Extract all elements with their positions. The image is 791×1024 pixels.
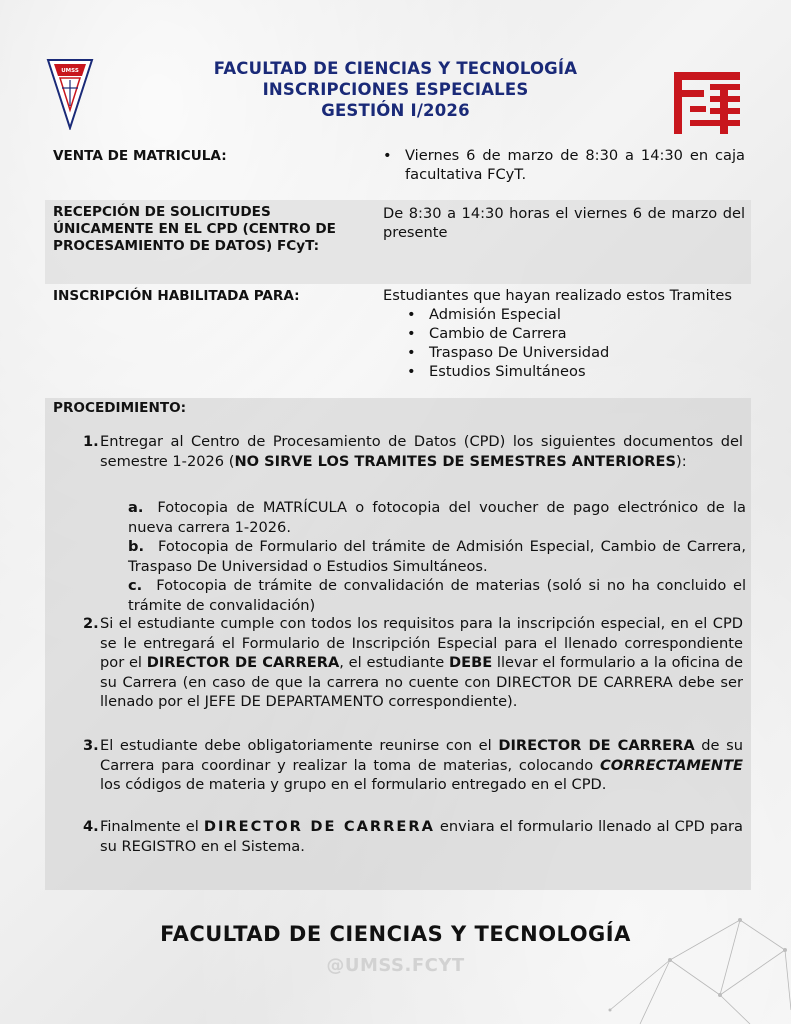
procedimiento-title: PROCEDIMIENTO: (53, 400, 187, 416)
venta-value (383, 146, 745, 184)
tramites-list (383, 305, 745, 381)
habilitada-value (383, 286, 745, 381)
step-1-sub-c: c. Fotocopia de trámite de convalidación de materias (soló si no ha concluido el trámite de convalidación) (128, 577, 746, 614)
venta-row (45, 140, 751, 200)
umss-logo-text: UMSS (61, 68, 79, 74)
page-header (150, 58, 641, 121)
umss-logo-icon (46, 58, 94, 130)
step-2-text: Si el estudiante cumple con todos los requisitos para la inscripción especial, en el CPD se le entregará el Formulario de Inscripción Especial para el llenado correspondiente por el DIRECTOR DE CARRERA, el estudiante DEBE llevar el formulario a la oficina de su Carrera (en caso de que la carrera no cuente con DIRECTOR DE CARRERA debe ser llenado por el JEFE DE DEPARTAMENTO correspondiente). (100, 615, 743, 710)
step-1-sub-a: a. Fotocopia de MATRÍCULA o fotocopia del voucher de pago electrónico de la nueva carrera 1-2026. (128, 499, 746, 536)
step-4-text: Finalmente el DIRECTOR DE CARRERA enviara el formulario llenado al CPD para su REGISTRO en el Sistema. (100, 818, 743, 855)
habilitada-intro: Estudiantes que hayan realizado estos Tramites (383, 287, 732, 304)
list-item: • Cambio de Carrera (383, 324, 745, 343)
step-3-text: El estudiante debe obligatoriamente reunirse con el DIRECTOR DE CARRERA de su Carrera para coordinar y realizar la toma de materias, colocando CORRECTAMENTE los códigos de materia y grupo en el formulario entregado en el CPD. (100, 737, 743, 793)
step-1-sub-b: b. Fotocopia de Formulario del trámite de Admisión Especial, Cambio de Carrera, Traspaso De Universidad o Estudios Simultáneos. (128, 538, 746, 575)
footer-social-handle: @UMSS.FCYT (326, 955, 465, 976)
recepcion-label: RECEPCIÓN DE SOLICITUDES ÚNICAMENTE EN EL CPD (CENTRO DE PROCESAMIENTO DE DATOS) FCyT: (53, 204, 336, 254)
list-item: • Admisión Especial (383, 305, 745, 324)
recepcion-row (45, 200, 751, 284)
header-gestion: GESTIÓN I/2026 (321, 101, 470, 120)
step-1 (83, 432, 743, 471)
list-item: • Traspaso De Universidad (383, 343, 745, 362)
list-item: • Estudios Simultáneos (383, 362, 745, 381)
procedimiento-section (45, 398, 751, 890)
habilitada-label: INSCRIPCIÓN HABILITADA PARA: (53, 288, 300, 304)
step-number: 2. (83, 615, 99, 632)
bullet-icon: • (383, 147, 392, 164)
header-faculty: FACULTAD DE CIENCIAS Y TECNOLOGÍA (213, 59, 578, 78)
header-inscripciones: INSCRIPCIONES ESPECIALES (262, 80, 529, 99)
fcyt-logo-icon (674, 72, 740, 134)
step-2 (83, 614, 743, 712)
habilitada-row (45, 284, 751, 398)
step-1-text: Entregar al Centro de Procesamiento de Datos (CPD) los siguientes documentos del semestre 1-2026 (NO SIRVE LOS TRAMITES DE SEMESTRES ANTERIORES): (100, 433, 743, 470)
step-number: 4. (83, 818, 99, 835)
step-number: 3. (83, 737, 99, 754)
venta-label: VENTA DE MATRICULA: (53, 148, 227, 164)
step-3 (83, 736, 743, 795)
step-number: 1. (83, 433, 99, 450)
recepcion-value: De 8:30 a 14:30 horas el viernes 6 de marzo del presente (383, 205, 745, 241)
footer-title: FACULTAD DE CIENCIAS Y TECNOLOGÍA (160, 922, 631, 946)
step-4 (83, 817, 743, 856)
venta-value-text: Viernes 6 de marzo de 8:30 a 14:30 en caja facultativa FCyT. (405, 147, 745, 183)
